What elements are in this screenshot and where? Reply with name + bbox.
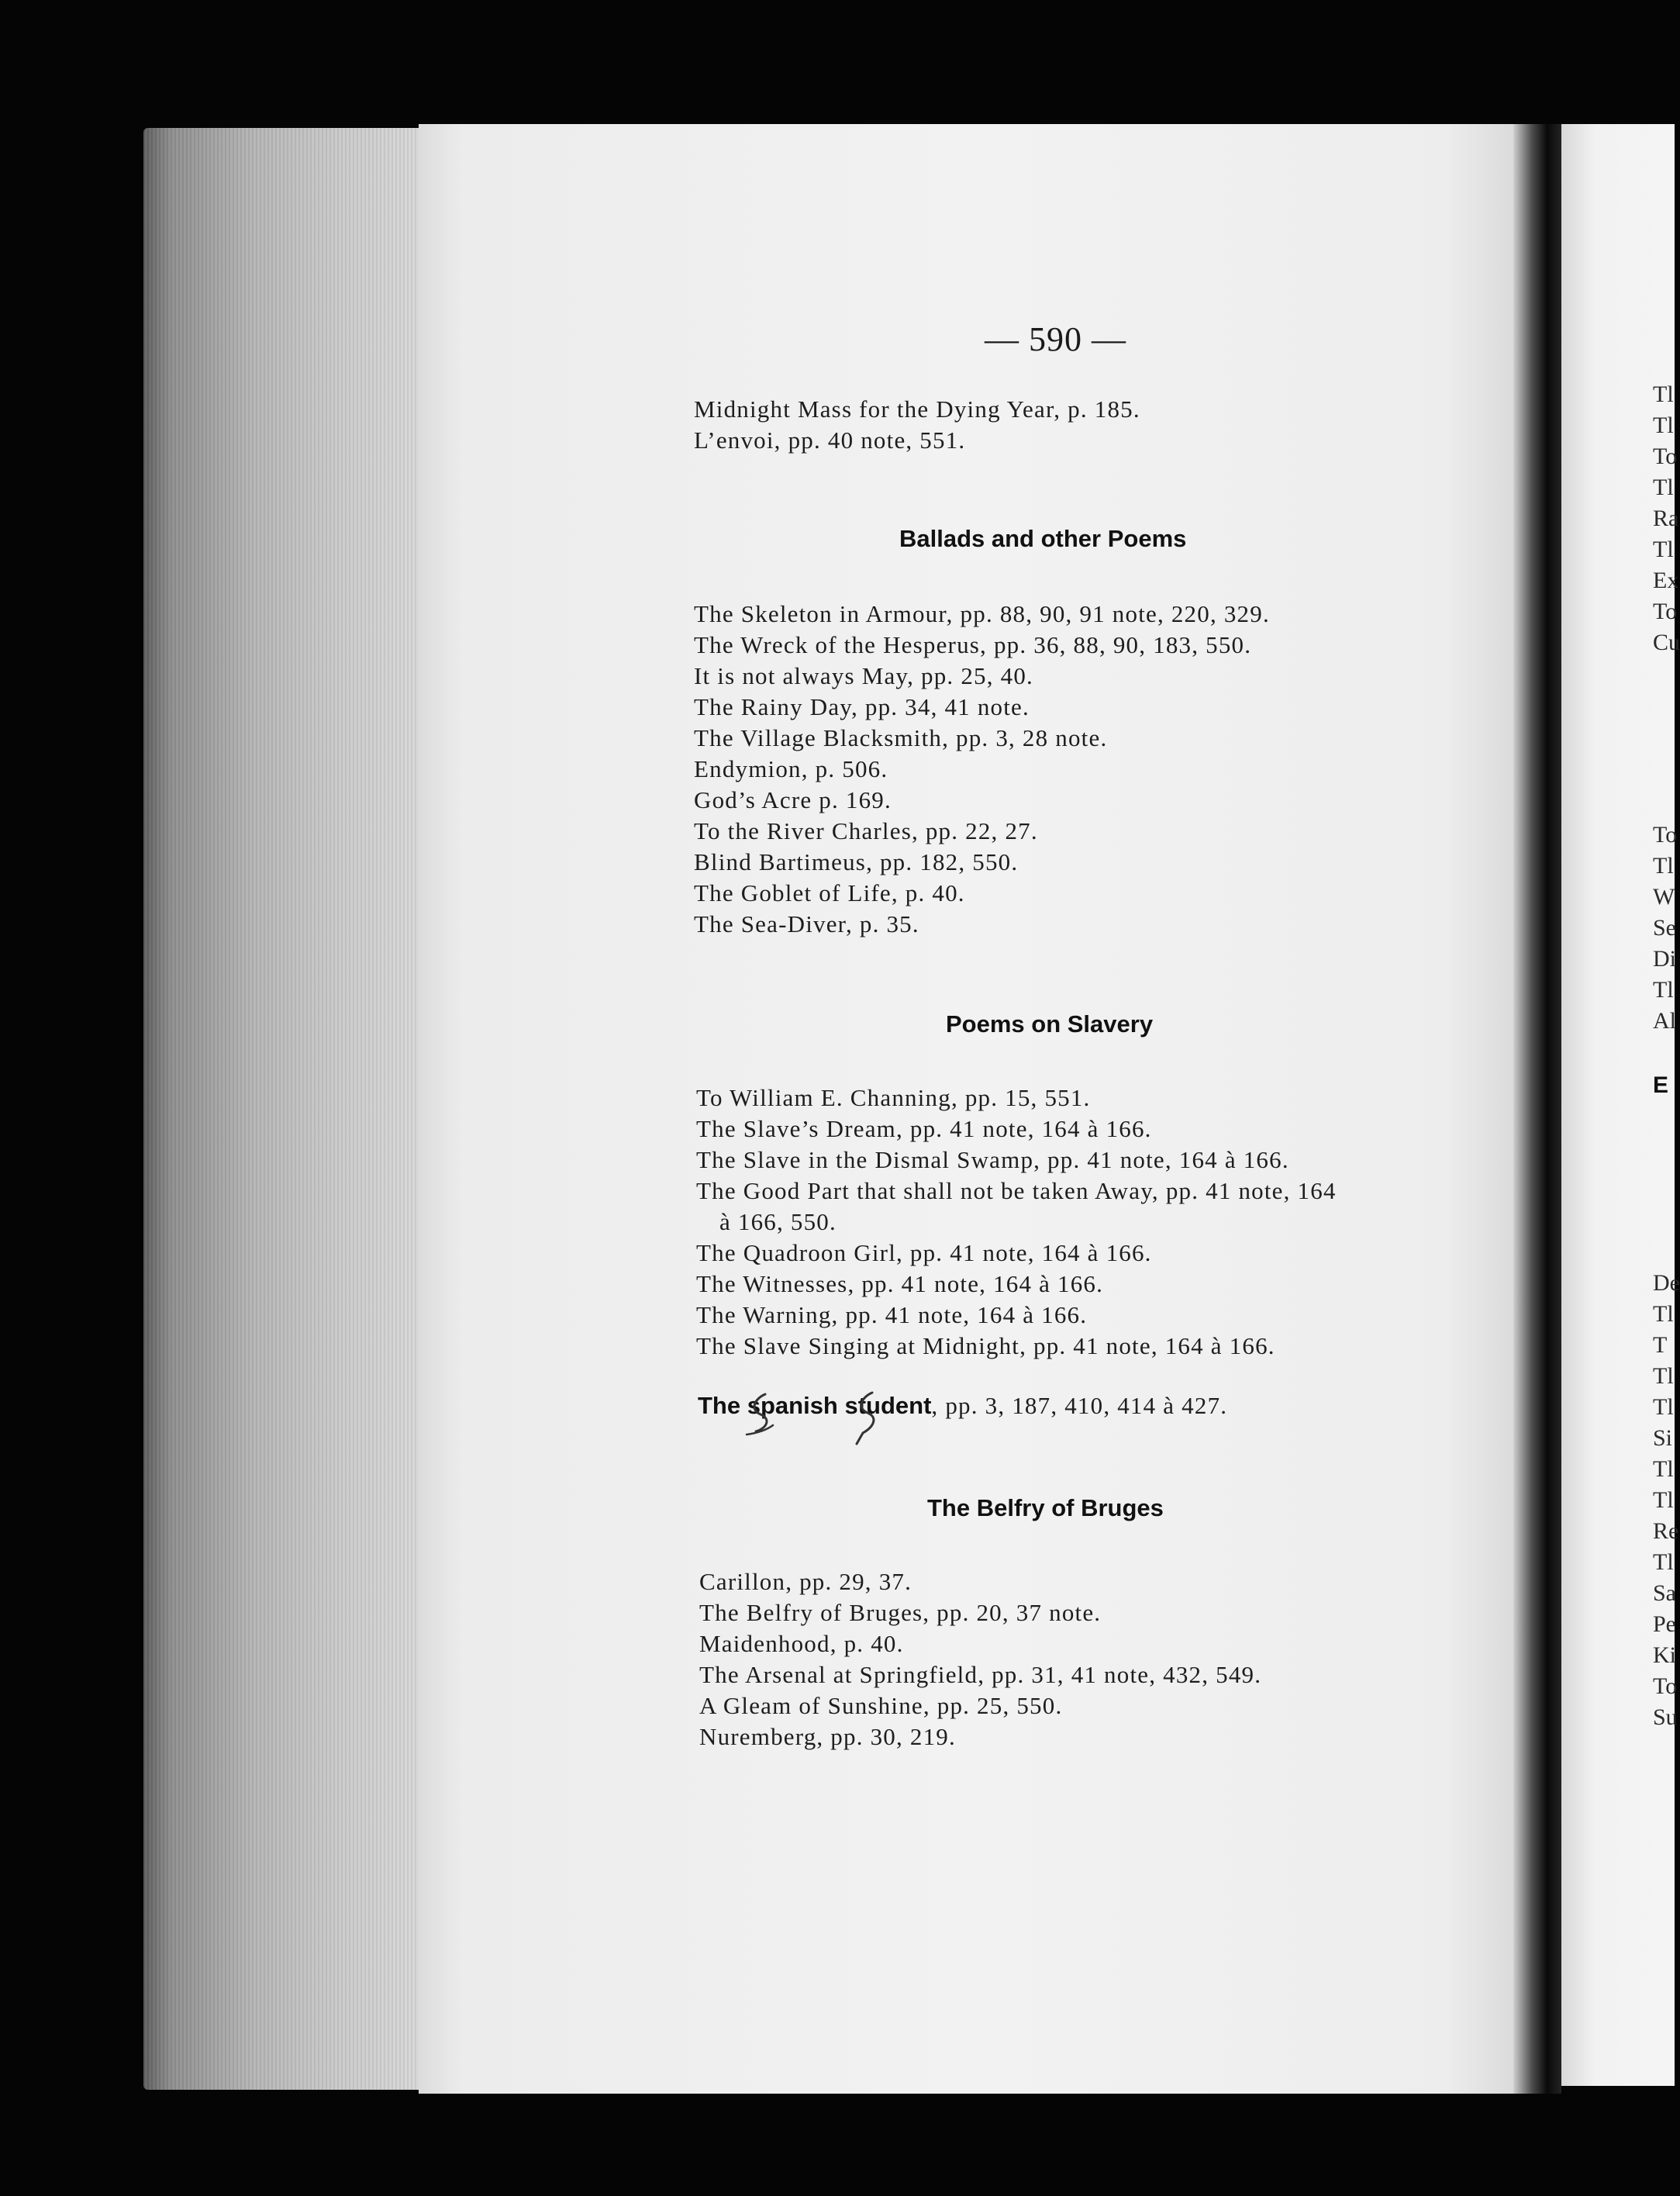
next-page-fragment: Ex	[1653, 568, 1679, 593]
next-page-fragment: W	[1653, 884, 1675, 910]
section-heading-ballads: Ballads and other Poems	[899, 525, 1187, 552]
next-page-fragment: Tl	[1653, 1394, 1674, 1420]
next-page-fragment: Tl	[1653, 853, 1674, 879]
next-page-fragment: Tl	[1653, 1487, 1674, 1513]
next-page-fragment: Si	[1653, 1425, 1673, 1451]
next-page-fragment: Di	[1653, 946, 1676, 972]
index-entry: The Wreck of the Hesperus, pp. 36, 88, 90, 183, 550.	[694, 631, 1252, 658]
next-page-fragment: T	[1653, 1332, 1668, 1358]
index-entry: The Sea-Diver, p. 35.	[694, 910, 919, 937]
index-entry: The Warning, pp. 41 note, 164 à 166.	[696, 1301, 1088, 1328]
next-page-fragment: Tl	[1653, 413, 1674, 438]
index-entry: Endymion, p. 506.	[694, 755, 888, 782]
spanish-student-title: The spanish student	[698, 1392, 932, 1419]
index-entry: Carillon, pp. 29, 37.	[699, 1568, 912, 1595]
index-entry: Midnight Mass for the Dying Year, p. 185.	[694, 395, 1140, 423]
spanish-student-pages: , pp. 3, 187, 410, 414 à 427.	[931, 1392, 1228, 1419]
page-number: — 590 —	[985, 320, 1126, 358]
section-heading-belfry: The Belfry of Bruges	[927, 1494, 1164, 1521]
index-entry: To the River Charles, pp. 22, 27.	[694, 817, 1038, 844]
index-entry: The Village Blacksmith, pp. 3, 28 note.	[694, 724, 1108, 751]
book-gutter	[1513, 124, 1561, 2094]
next-page-fragment: To	[1653, 599, 1678, 624]
index-entry: A Gleam of Sunshine, pp. 25, 550.	[699, 1692, 1063, 1719]
next-page-fragment: Cu	[1653, 630, 1680, 655]
index-entry: The Witnesses, pp. 41 note, 164 à 166.	[696, 1270, 1104, 1297]
next-page-heading-fragment: E	[1653, 1072, 1669, 1098]
index-entry: The Goblet of Life, p. 40.	[694, 879, 965, 906]
next-page-fragment: Tl	[1653, 1363, 1674, 1389]
index-entry: The Quadroon Girl, pp. 41 note, 164 à 166.	[696, 1239, 1152, 1266]
index-entry: It is not always May, pp. 25, 40.	[694, 662, 1033, 689]
next-page-fragment: Se	[1653, 915, 1676, 941]
section-heading-slavery: Poems on Slavery	[946, 1010, 1154, 1038]
next-page-fragment: De	[1653, 1270, 1680, 1296]
next-page-fragment: Tl	[1653, 977, 1674, 1003]
index-entry: The Belfry of Bruges, pp. 20, 37 note.	[699, 1599, 1102, 1626]
next-page-fragment: Tl	[1653, 537, 1674, 562]
next-page-fragment: Ki	[1653, 1642, 1676, 1668]
page-edge-stack	[143, 128, 423, 2090]
index-entry: God’s Acre p. 169.	[694, 786, 892, 813]
next-page-fragment: Tl	[1653, 1549, 1674, 1575]
next-page-fragment: Su	[1653, 1704, 1678, 1730]
next-page-fragment: Tl	[1653, 382, 1674, 407]
next-page-fragment: Sa	[1653, 1580, 1676, 1606]
index-entry: The Slave in the Dismal Swamp, pp. 41 note, 164 à 166.	[696, 1146, 1289, 1173]
index-entry: Nuremberg, pp. 30, 219.	[699, 1723, 956, 1750]
index-entry: The Arsenal at Springfield, pp. 31, 41 note, 432, 549.	[699, 1661, 1262, 1688]
index-entry: L’envoi, pp. 40 note, 551.	[694, 426, 966, 454]
index-entry: The Slave’s Dream, pp. 41 note, 164 à 166.	[696, 1115, 1152, 1142]
next-page-fragment: Tl	[1653, 1301, 1674, 1327]
next-page-fragment: Pe	[1653, 1611, 1676, 1637]
next-page-fragment: Al	[1653, 1008, 1676, 1034]
next-page-fragment: Tl	[1653, 1456, 1674, 1482]
next-page-fragment: To	[1653, 444, 1678, 469]
handwritten-correction-mark	[740, 1388, 895, 1450]
index-entry: To William E. Channing, pp. 15, 551.	[696, 1084, 1091, 1111]
index-entry: The Slave Singing at Midnight, pp. 41 note, 164 à 166.	[696, 1332, 1275, 1359]
index-entry-continuation: à 166, 550.	[719, 1208, 837, 1235]
index-entry: The Good Part that shall not be taken Away, pp. 41 note, 164	[696, 1177, 1337, 1204]
next-page-fragment: To	[1653, 1673, 1678, 1699]
index-entry: Blind Bartimeus, pp. 182, 550.	[694, 848, 1019, 875]
next-page-fragment: To	[1653, 822, 1678, 848]
next-page-fragment: Tl	[1653, 475, 1674, 500]
index-entry: Maidenhood, p. 40.	[699, 1630, 904, 1657]
next-page-fragment: Ra	[1653, 506, 1679, 531]
index-entry: The Rainy Day, pp. 34, 41 note.	[694, 693, 1030, 720]
index-entry: The Skeleton in Armour, pp. 88, 90, 91 note, 220, 329.	[694, 600, 1270, 627]
next-page-fragment: Re	[1653, 1518, 1679, 1544]
